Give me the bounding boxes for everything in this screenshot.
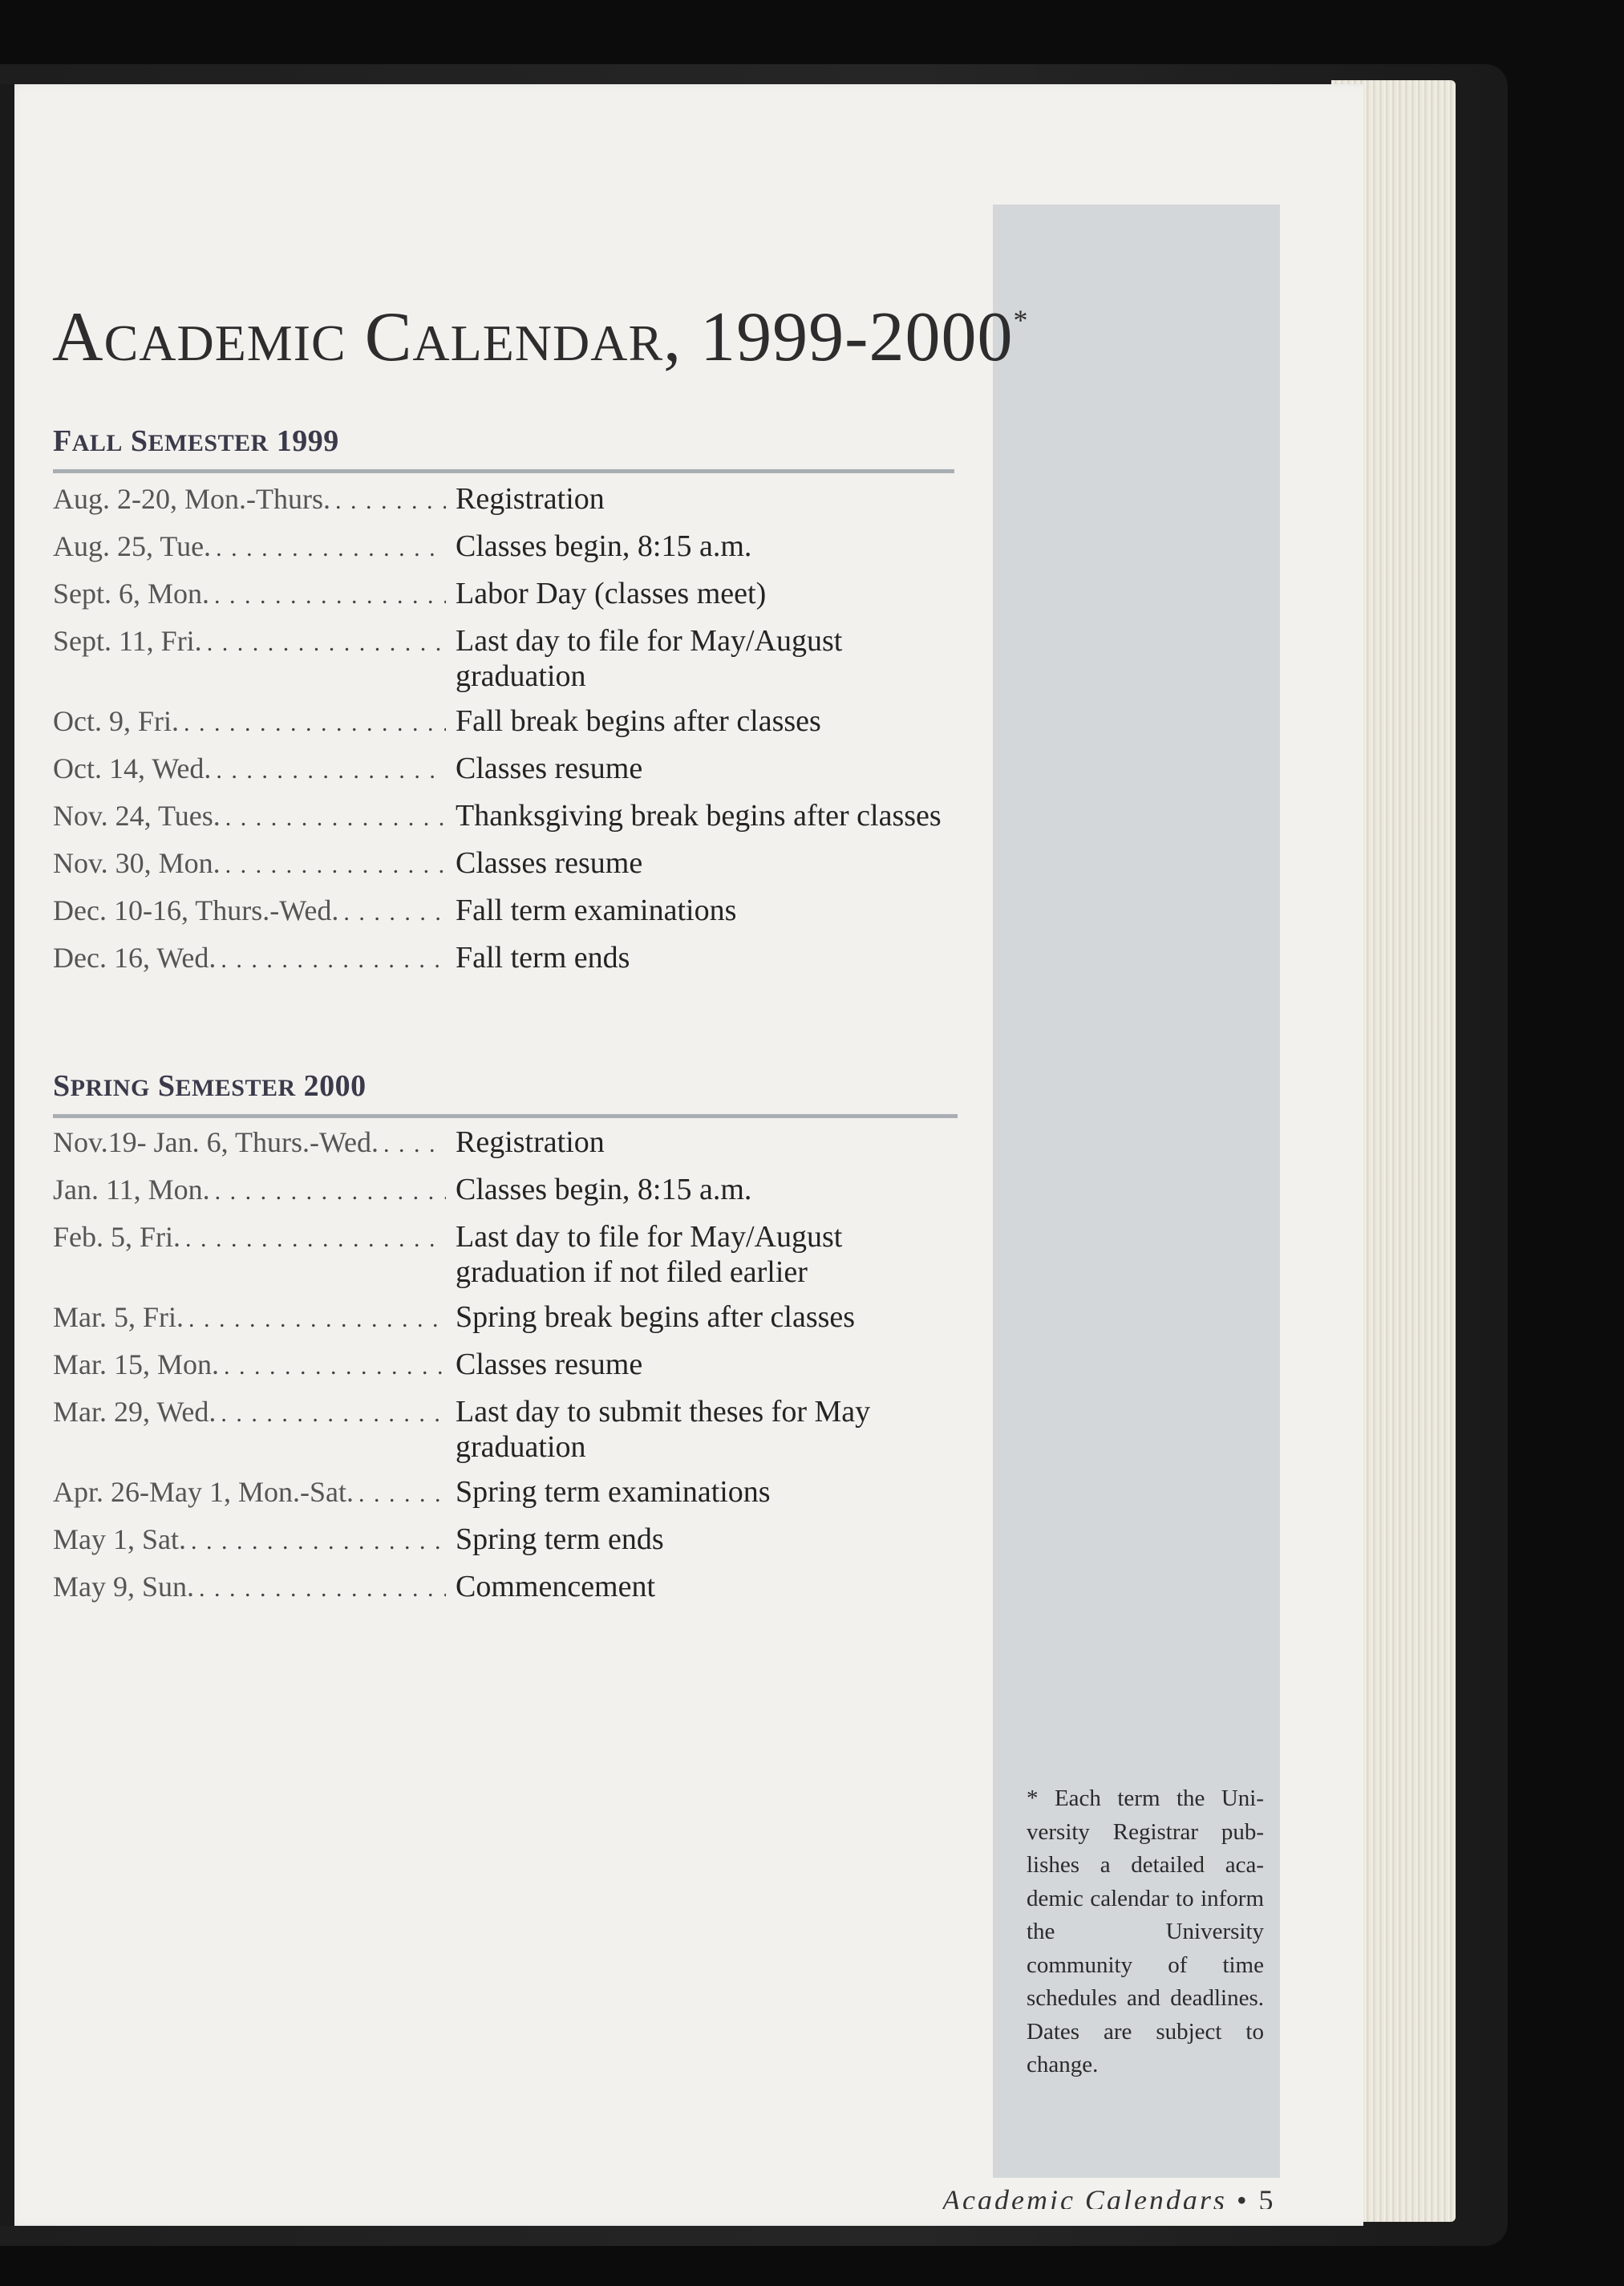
fall-calendar-row (53, 481, 969, 519)
event-text: Classes resume (456, 1348, 643, 1381)
dot-leader (330, 484, 446, 519)
event-text: Classes begin, 8:15 a.m. (456, 529, 752, 563)
fall-calendar-row (53, 703, 969, 741)
dot-leader (216, 942, 446, 978)
dot-leader (179, 706, 446, 741)
dot-leader (210, 1174, 446, 1210)
date-cell (53, 1522, 446, 1559)
spring-calendar-row (53, 1125, 969, 1162)
dot-leader (338, 895, 446, 930)
dot-leader (221, 801, 446, 836)
fall-calendar-row (53, 751, 969, 788)
dot-leader (184, 1302, 446, 1337)
fall-calendar-row (53, 529, 969, 566)
date-text: Nov. 30, Mon. (53, 847, 221, 879)
fall-heading-rule (53, 469, 954, 473)
spring-calendar-row (53, 1347, 969, 1384)
date-cell (53, 576, 446, 614)
fall-calendar-list (53, 481, 969, 987)
date-text: Oct. 9, Fri. (53, 705, 179, 737)
date-text: Aug. 2-20, Mon.-Thurs. (53, 483, 330, 515)
spring-calendar-row (53, 1394, 969, 1465)
dot-leader (211, 531, 446, 566)
event-text: Spring term examinations (456, 1475, 771, 1509)
fall-calendar-row (53, 940, 969, 978)
fall-calendar-row (53, 798, 969, 836)
date-cell (53, 1347, 446, 1384)
dot-leader (219, 1349, 446, 1384)
date-text: Dec. 16, Wed. (53, 942, 217, 974)
event-text: Thanksgiving break begins after classes (456, 799, 942, 833)
page-title: ACADEMIC CALENDAR, 1999-2000* (52, 298, 1029, 376)
date-cell (53, 529, 446, 566)
date-text: Nov. 24, Tues. (53, 800, 221, 832)
dot-leader (186, 1524, 446, 1559)
date-cell (53, 798, 446, 836)
date-cell (53, 1125, 446, 1162)
date-cell (53, 481, 446, 519)
running-footer (942, 2183, 1295, 2209)
date-cell (53, 1474, 446, 1512)
date-text: Oct. 14, Wed. (53, 752, 212, 784)
date-cell (53, 751, 446, 788)
date-text: Feb. 5, Fri. (53, 1221, 181, 1253)
footer-section-title: Academic Calendars (942, 2184, 1227, 2209)
event-text: Commencement (456, 1570, 656, 1603)
event-text: Last day to file for May/August graduation if not filed earlier (456, 1220, 843, 1289)
spring-calendar-row (53, 1219, 969, 1290)
footer-bullet: • (1236, 2184, 1249, 2209)
event-text: Classes begin, 8:15 a.m. (456, 1173, 752, 1206)
date-text: Mar. 15, Mon. (53, 1348, 219, 1380)
event-text: Fall term ends (456, 941, 630, 975)
page-gutter (0, 84, 14, 2226)
spring-heading-rule (53, 1114, 958, 1118)
date-cell (53, 893, 446, 930)
dot-leader (209, 578, 446, 614)
fall-semester-heading: FALL SEMESTER 1999 (53, 424, 339, 458)
dot-leader (180, 1222, 446, 1257)
event-text: Fall term examinations (456, 894, 737, 927)
dot-leader (379, 1127, 446, 1162)
date-cell (53, 703, 446, 741)
fall-calendar-row (53, 845, 969, 883)
date-cell (53, 1569, 446, 1607)
spring-calendar-row (53, 1474, 969, 1512)
spring-semester-heading: SPRING SEMESTER 2000 (53, 1069, 367, 1103)
spring-calendar-row (53, 1569, 969, 1607)
fall-calendar-row (53, 576, 969, 614)
date-cell (53, 940, 446, 978)
date-text: May 9, Sun. (53, 1571, 195, 1603)
event-text: Registration (456, 1125, 605, 1159)
footnote-text: * Each term the University Registrar publishes a detailed academic calendar to inform the University community of time schedules and deadlines. Dates are subject to change. (1027, 1785, 1264, 2077)
date-text: Mar. 29, Wed. (53, 1396, 217, 1428)
date-cell (53, 1219, 446, 1257)
date-cell (53, 1299, 446, 1337)
event-text: Fall break begins after classes (456, 704, 821, 738)
date-text: Dec. 10-16, Thurs.-Wed. (53, 894, 339, 926)
fall-calendar-row (53, 893, 969, 930)
spring-calendar-list (53, 1125, 969, 1616)
date-cell (53, 1172, 446, 1210)
dot-leader (211, 753, 446, 788)
date-text: Nov.19- Jan. 6, Thurs.-Wed. (53, 1126, 379, 1158)
dot-leader (194, 1571, 446, 1607)
event-text: Last day to submit theses for May graduation (456, 1395, 871, 1464)
dot-leader (354, 1477, 446, 1512)
date-text: May 1, Sat. (53, 1523, 186, 1555)
date-cell (53, 623, 446, 661)
page-number: 5 (1258, 2184, 1276, 2209)
date-text: Sept. 11, Fri. (53, 625, 202, 657)
date-text: Apr. 26-May 1, Mon.-Sat. (53, 1476, 354, 1508)
event-text: Classes resume (456, 846, 643, 880)
event-text: Labor Day (classes meet) (456, 577, 767, 610)
event-text: Spring term ends (456, 1522, 664, 1556)
date-text: Aug. 25, Tue. (53, 530, 212, 562)
spring-calendar-row (53, 1172, 969, 1210)
event-text: Registration (456, 482, 605, 516)
date-cell (53, 1394, 446, 1432)
event-text: Spring break begins after classes (456, 1300, 856, 1334)
dot-leader (221, 848, 446, 883)
event-text: Classes resume (456, 752, 643, 785)
spring-calendar-row (53, 1299, 969, 1337)
date-text: Jan. 11, Mon. (53, 1173, 210, 1206)
date-text: Mar. 5, Fri. (53, 1301, 184, 1333)
date-text: Sept. 6, Mon. (53, 578, 210, 610)
event-text: Last day to file for May/August graduation (456, 624, 843, 693)
dot-leader (216, 1396, 446, 1432)
footnote-marker: * (1013, 304, 1029, 336)
dot-leader (202, 626, 446, 661)
fall-calendar-row (53, 623, 969, 694)
date-cell (53, 845, 446, 883)
spring-calendar-row (53, 1522, 969, 1559)
